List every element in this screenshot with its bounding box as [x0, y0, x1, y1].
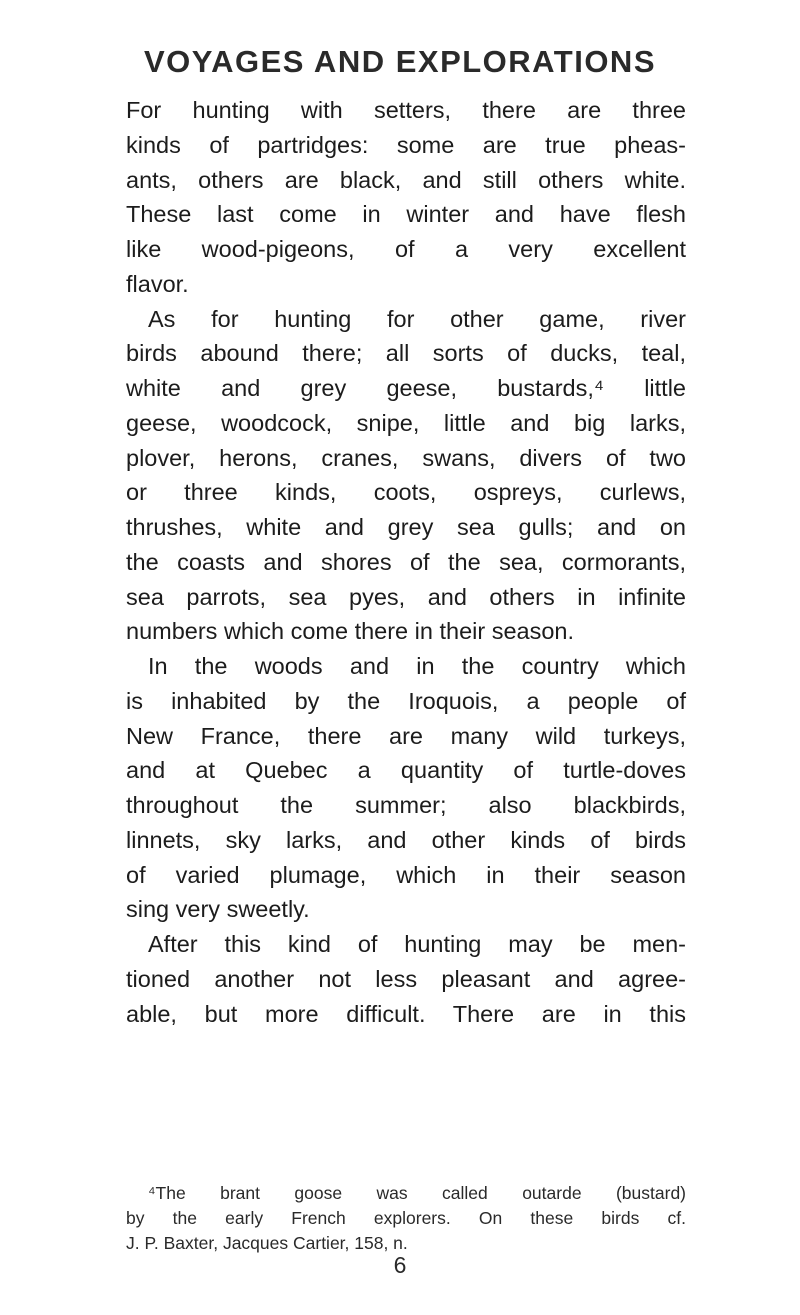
running-head: VOYAGES AND EXPLORATIONS [144, 44, 656, 79]
body-text [126, 93, 686, 1031]
text-line: ants, others are black, and still others white. [126, 166, 686, 193]
text-line: geese, woodcock, snipe, little and big larks, [126, 409, 686, 436]
text-line: flavor. [126, 270, 189, 297]
text-line: sea parrots, sea pyes, and others in infinite [126, 583, 686, 610]
text-line: For hunting with setters, there are three [126, 97, 686, 123]
text-line: thrushes, white and grey sea gulls; and on [126, 514, 686, 540]
page-number: 6 [393, 1252, 407, 1278]
text-line: birds abound there; all sorts of ducks, teal, [126, 340, 686, 367]
footnote-line: ⁴The brant goose was called outarde (bustard) [148, 1183, 686, 1203]
text-line: of varied plumage, which in their season [126, 861, 686, 888]
footnote-line: by the early French explorers. On these birds cf. [126, 1208, 686, 1228]
text-line: kinds of partridges: some are true pheas- [126, 131, 686, 158]
footnote [126, 1181, 686, 1256]
text-line: linnets, sky larks, and other kinds of birds [126, 826, 686, 853]
text-line: In the woods and in the country which [148, 653, 686, 679]
text-line: After this kind of hunting may be men- [148, 931, 686, 957]
text-line: numbers which come there in their season. [126, 618, 575, 645]
text-line: and at Quebec a quantity of turtle-doves [126, 757, 686, 784]
text-line: like wood-pigeons, of a very excellent [126, 236, 686, 262]
text-line: As for hunting for other game, river [148, 305, 686, 332]
text-line: These last come in winter and have flesh [126, 201, 686, 228]
text-line: or three kinds, coots, ospreys, curlews, [126, 479, 686, 506]
footnote-line: J. P. Baxter, Jacques Cartier, 158, n. [126, 1233, 408, 1253]
text-line: New France, there are many wild turkeys, [126, 722, 686, 749]
text-line: tioned another not less pleasant and agree- [126, 965, 686, 992]
text-line: plover, herons, cranes, swans, divers of two [126, 444, 686, 471]
text-line: able, but more difficult. There are in this [126, 1000, 686, 1027]
text-line: is inhabited by the Iroquois, a people of [126, 687, 686, 714]
text-line: throughout the summer; also blackbirds, [126, 792, 686, 818]
text-line: the coasts and shores of the sea, cormorants, [126, 548, 686, 575]
text-line: sing very sweetly. [126, 896, 310, 923]
text-line: white and grey geese, bustards,⁴ little [126, 375, 686, 401]
